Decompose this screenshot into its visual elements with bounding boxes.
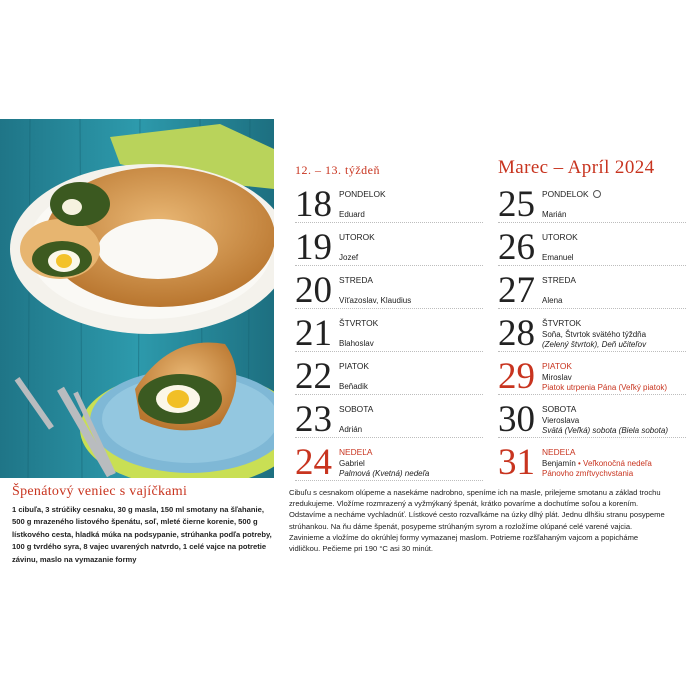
day-name: Benjamín	[542, 459, 576, 468]
day-names: Adrián	[339, 425, 363, 434]
recipe-title: Špenátový veniec s vajíčkami	[12, 484, 188, 499]
day-weekday-label: PONDELOK	[542, 189, 589, 199]
day-number: 29	[498, 356, 535, 397]
day-names: Marián	[542, 210, 567, 219]
recipe-photo	[0, 119, 274, 478]
day-weekday: UTOROK	[542, 232, 578, 242]
day-name: Vieroslava	[542, 416, 580, 425]
day-weekday: PIATOK	[542, 361, 572, 371]
day-separator: •	[575, 459, 584, 468]
day-entry	[498, 395, 686, 438]
day-entry-sunday	[295, 438, 483, 481]
day-number: 21	[295, 313, 332, 354]
day-number: 18	[295, 184, 332, 225]
day-weekday: NEDEĽA	[542, 447, 576, 457]
day-weekday: SOBOTA	[542, 404, 577, 414]
day-names: Víťazoslav, Klaudius	[339, 296, 412, 305]
day-number: 25	[498, 184, 535, 225]
day-weekday: NEDEĽA	[339, 447, 373, 457]
day-number: 22	[295, 356, 332, 397]
day-entry-sunday	[498, 438, 686, 481]
day-weekday: ŠTVRTOK	[542, 318, 582, 328]
day-names: Emanuel	[542, 253, 574, 262]
day-number: 19	[295, 227, 332, 268]
day-weekday	[542, 189, 601, 199]
day-entry	[295, 180, 483, 223]
week-label: 12. – 13. týždeň	[295, 163, 380, 177]
day-holiday: Piatok utrpenia Pána (Veľký piatok)	[542, 383, 668, 392]
day-entry	[498, 223, 686, 266]
day-names: Blahoslav	[339, 339, 374, 348]
day-names: Jozef	[339, 253, 359, 262]
day-note: Palmová (Kvetná) nedeľa	[339, 469, 430, 478]
day-weekday: UTOROK	[339, 232, 375, 242]
day-number: 26	[498, 227, 535, 268]
day-holiday-line2: Pánovho zmŕtvychvstania	[542, 469, 634, 478]
day-names	[542, 373, 667, 393]
day-entry	[295, 309, 483, 352]
day-entry	[295, 266, 483, 309]
day-note: Svätá (Veľká) sobota (Biela sobota)	[542, 426, 669, 435]
day-name: Gabriel	[339, 459, 365, 468]
day-number: 28	[498, 313, 535, 354]
day-names: Beňadik	[339, 382, 368, 391]
day-number: 23	[295, 399, 332, 440]
day-weekday: STREDA	[339, 275, 373, 285]
day-entry	[295, 352, 483, 395]
day-weekday: PONDELOK	[339, 189, 386, 199]
day-names	[542, 459, 652, 479]
day-name: Soňa, Štvrtok svätého týždňa	[542, 330, 647, 339]
calendar-column-right	[498, 180, 686, 481]
day-entry-holiday	[498, 352, 686, 395]
day-names	[542, 330, 646, 350]
day-note: (Zelený štvrtok), Deň učiteľov	[542, 340, 647, 349]
recipe-ingredients: 1 cibuľa, 3 strúčiky cesnaku, 30 g masla, 150 ml smotany na šľahanie, 500 g mrazeného listového špenátu, soľ, mleté čierne korenie, 500 g lístkového cesta, hladká múka na podsypanie, strúhanka podľa potreby, 100 g tvrdého syra, 8 vajec uvarených natvrdo, 1 celé vajce na potretie závinu, maslo na vymazanie formy	[12, 505, 272, 564]
day-number: 31	[498, 442, 535, 483]
day-number: 24	[295, 442, 332, 483]
day-entry	[498, 266, 686, 309]
day-number: 27	[498, 270, 535, 311]
day-names	[339, 459, 429, 479]
calendar-column-left	[295, 180, 483, 481]
month-title: Marec – Apríl 2024	[498, 157, 655, 178]
day-entry	[498, 309, 686, 352]
day-weekday: ŠTVRTOK	[339, 318, 379, 328]
day-entry	[295, 395, 483, 438]
day-name: Miroslav	[542, 373, 572, 382]
day-names: Eduard	[339, 210, 365, 219]
day-holiday: Veľkonočná nedeľa	[583, 459, 652, 468]
day-entry	[295, 223, 483, 266]
day-names	[542, 416, 668, 436]
day-names: Alena	[542, 296, 563, 305]
day-weekday: STREDA	[542, 275, 576, 285]
day-weekday: PIATOK	[339, 361, 369, 371]
recipe-instructions: Cibuľu s cesnakom olúpeme a nasekáme nadrobno, speníme ich na masle, prilejeme smotanu a základ trochu zredukujeme. Vložíme rozmrazený a vyžmýkaný špenát, krátko povaríme a dochutíme soľou a korením. Odstavíme a necháme vychladnúť. Lístkové cesto rozvaľkáme na úzky dlhý plát. Jednu dlhšiu stranu posypeme strúhankou. Na ňu dáme špenát, posypeme strúhaným syrom a rozložíme olúpané celé varené vajcia. Zavinieme a vložíme do okrúhlej formy vymazanej maslom. Potrieme rozšľahaným vajcom a popicháme vidličkou. Pečieme pri 190 °C asi 30 minút.	[289, 488, 665, 554]
day-number: 20	[295, 270, 332, 311]
day-entry	[498, 180, 686, 223]
full-moon-icon	[593, 190, 601, 198]
day-weekday: SOBOTA	[339, 404, 374, 414]
day-number: 30	[498, 399, 535, 440]
